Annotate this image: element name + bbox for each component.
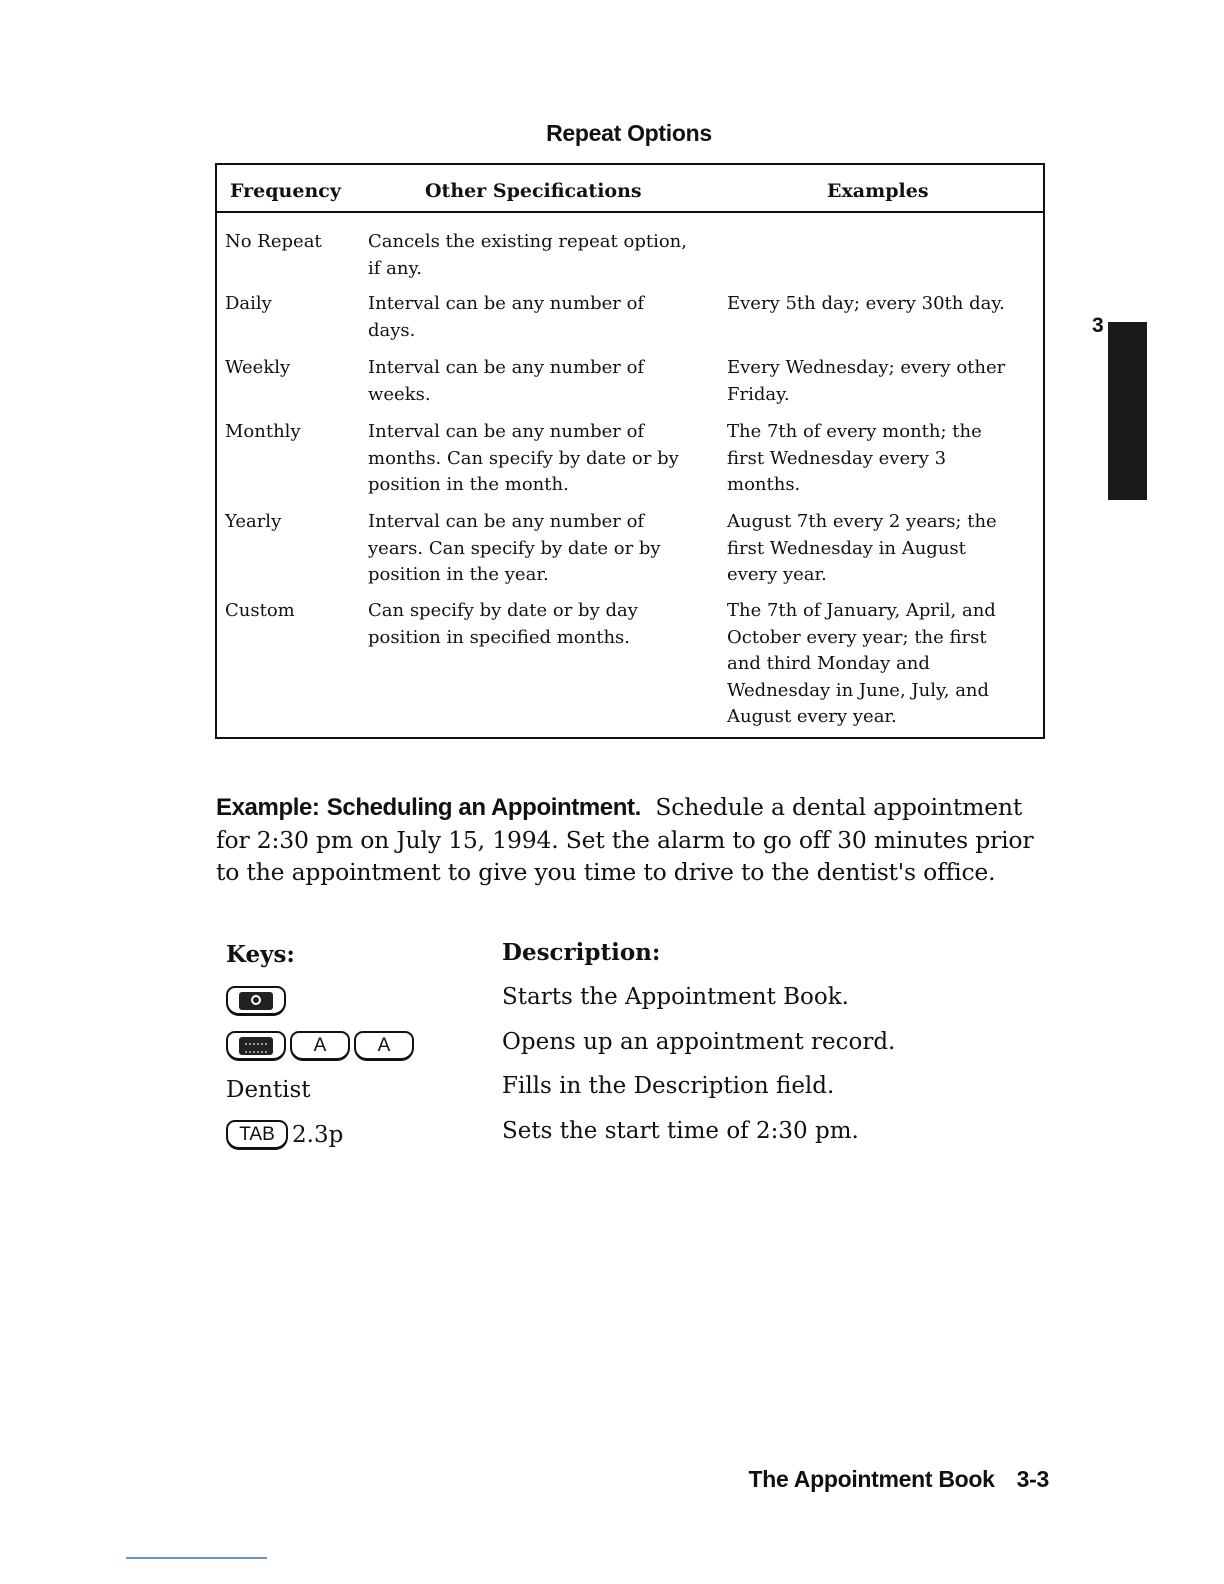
- key-cap: A: [354, 1031, 414, 1061]
- example-paragraph: [216, 791, 1046, 888]
- key-row: [226, 1028, 414, 1064]
- chapter-thumb-tab: [1108, 322, 1147, 500]
- row-example: The 7th of January, April, and October every year; the first and third Monday and Wednesday in June, July, and August every year.: [727, 600, 996, 727]
- typed-text: 2.3p: [292, 1122, 344, 1148]
- clock-key-icon: [226, 986, 286, 1016]
- header-examples: Examples: [827, 180, 929, 202]
- header-frequency: Frequency: [230, 180, 341, 202]
- chapter-number: 3: [1092, 314, 1104, 337]
- table-header: [217, 165, 1043, 213]
- row-frequency: No Repeat: [225, 231, 322, 252]
- key-description: Starts the Appointment Book.: [502, 984, 849, 1010]
- row-frequency: Monthly: [225, 421, 301, 442]
- row-frequency: Daily: [225, 293, 272, 314]
- key-row: [226, 1117, 343, 1153]
- key-description: Fills in the Description field.: [502, 1073, 835, 1099]
- row-example: August 7th every 2 years; the first Wednesday in August every year.: [727, 511, 997, 585]
- row-spec: Interval can be any number of months. Can specify by date or by position in the month.: [368, 421, 679, 495]
- typed-text: Dentist: [226, 1077, 311, 1103]
- key-cap: A: [290, 1031, 350, 1061]
- keys-header: Keys:: [226, 941, 295, 968]
- row-frequency: Custom: [225, 600, 295, 621]
- menu-key-icon: [226, 1031, 286, 1061]
- page-number: 3-3: [1016, 1466, 1049, 1492]
- example-title: Scheduling an Appointment.: [326, 794, 641, 821]
- key-row: [226, 1072, 311, 1108]
- key-row: [226, 983, 286, 1019]
- page-footer: [749, 1466, 1049, 1493]
- key-description: Sets the start time of 2:30 pm.: [502, 1118, 859, 1144]
- table-caption: Repeat Options: [546, 120, 712, 146]
- row-example: The 7th of every month; the first Wednesday every 3 months.: [727, 421, 982, 495]
- row-frequency: Yearly: [225, 511, 282, 532]
- row-spec: Can specify by date or by day position in specified months.: [368, 600, 638, 648]
- header-other-specifications: Other Specifications: [425, 180, 642, 202]
- scan-edge-line: [126, 1557, 267, 1559]
- description-header: Description:: [502, 939, 661, 966]
- row-spec: Interval can be any number of years. Can specify by date or by position in the year.: [368, 511, 661, 585]
- key-description: Opens up an appointment record.: [502, 1029, 896, 1055]
- row-example: Every Wednesday; every other Friday.: [727, 357, 1006, 405]
- row-spec: Interval can be any number of days.: [368, 293, 645, 341]
- row-example: Every 5th day; every 30th day.: [727, 293, 1005, 314]
- example-text: Schedule a dental appointment for 2:30 pm on July 15, 1994. Set the alarm to go off 30 minutes prior to the appointment to give you time to drive to the dentist's office.: [216, 793, 1034, 886]
- example-label: Example:: [216, 794, 320, 821]
- footer-title: The Appointment Book: [748, 1466, 995, 1492]
- key-cap: TAB: [226, 1120, 288, 1150]
- row-frequency: Weekly: [225, 357, 291, 378]
- repeat-options-table: [215, 163, 1045, 739]
- row-spec: Cancels the existing repeat option, if any.: [368, 231, 687, 279]
- row-spec: Interval can be any number of weeks.: [368, 357, 645, 405]
